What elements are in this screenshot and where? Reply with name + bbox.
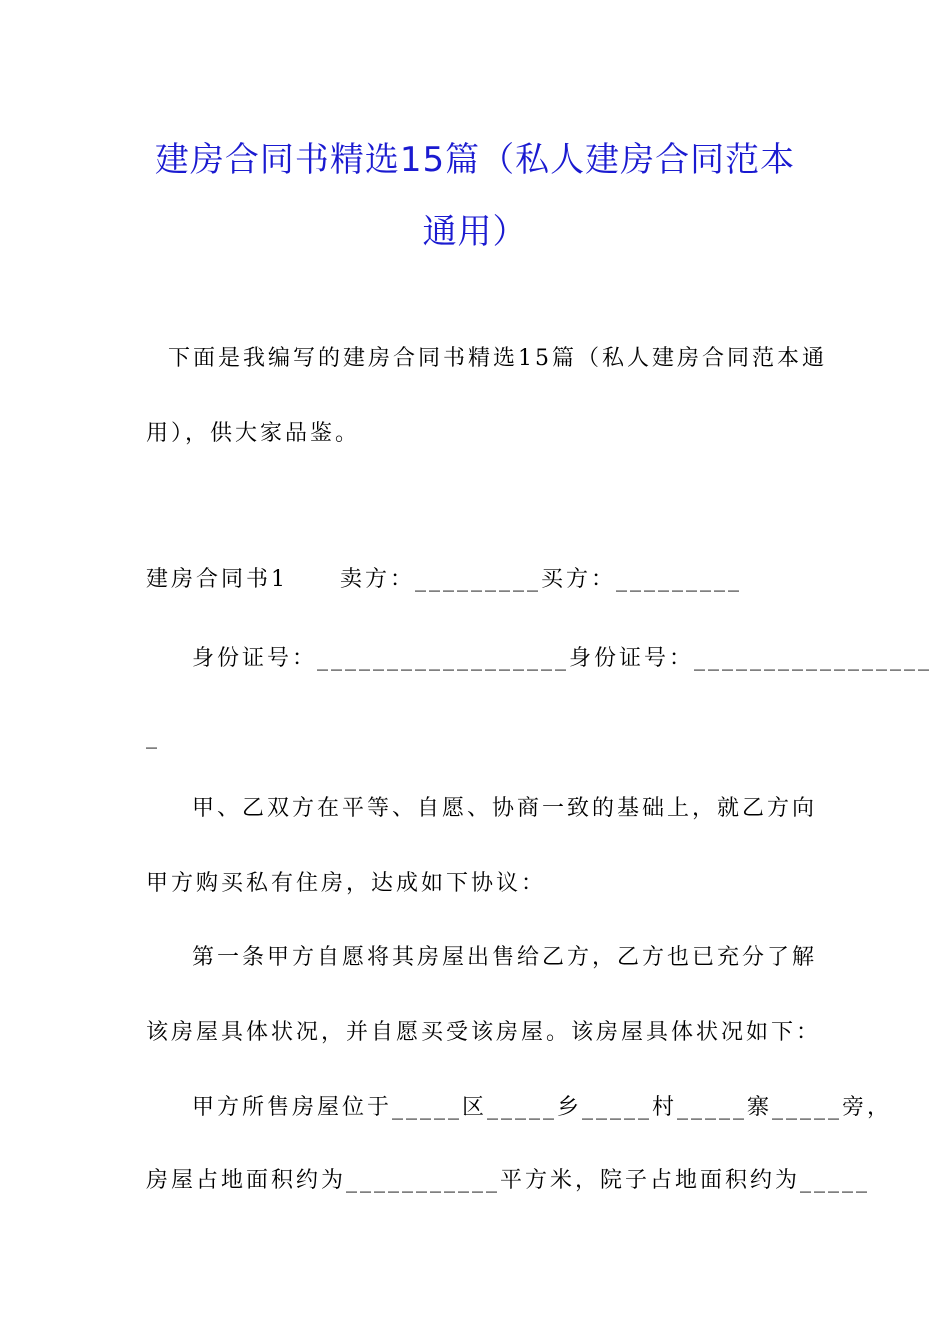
intro-line-1: 下面是我编写的建房合同书精选15篇（私人建房合同范本通 [168,346,827,371]
document-title-line-2: 通用） [422,212,528,252]
paragraph-1-line-2: 甲方购买私有住房，达成如下协议： [146,871,547,896]
paragraph-2-line-1: 第一条甲方自愿将其房屋出售给乙方，乙方也已充分了解 [192,945,818,970]
seller-buyer-line: 卖方：_________买方：_________ [340,567,743,592]
document-title-line-1: 建房合同书精选15篇（私人建房合同范本 [154,140,796,180]
section-heading: 建房合同书1 [146,567,288,592]
id-number-line: 身份证号：__________________身份证号：_________________ [192,646,933,671]
paragraph-2-line-2: 该房屋具体状况，并自愿买受该房屋。该房屋具体状况如下： [146,1020,822,1045]
paragraph-1-line-1: 甲、乙双方在平等、自愿、协商一致的基础上，就乙方向 [192,796,818,821]
intro-line-2: 用），供大家品鉴。 [146,421,361,446]
paragraph-3-line-2: 房屋占地面积约为___________平方米，院子占地面积约为_____ [146,1168,871,1193]
section-heading-row [146,565,742,595]
paragraph-3-line-1: 甲方所售房屋位于_____区_____乡_____村_____寨_____旁， [192,1095,893,1120]
id-number-line-overflow: _ [146,724,160,749]
